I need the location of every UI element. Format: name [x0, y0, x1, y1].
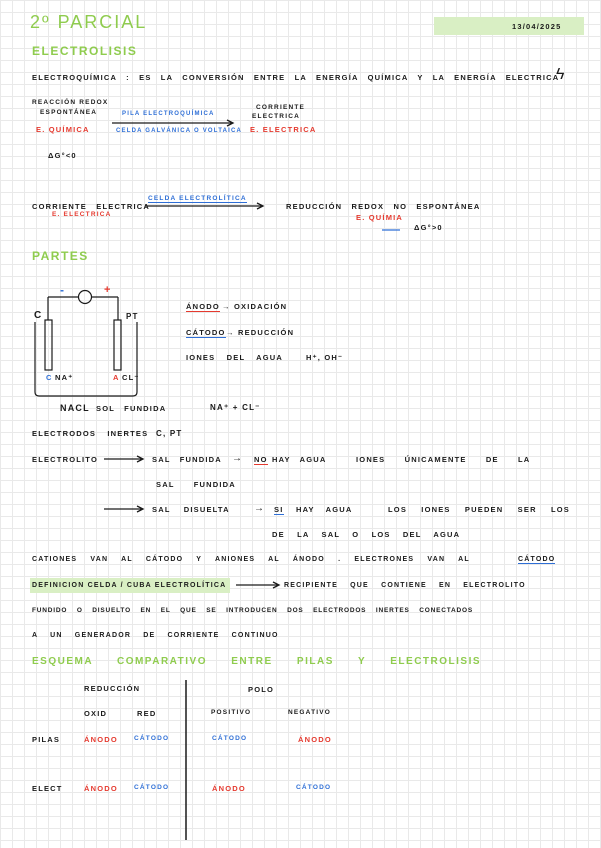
minus-sign: - — [60, 283, 66, 297]
e-electrica-label: E. ELECTRICA — [250, 125, 317, 134]
na-ion-label: NA⁺ — [55, 373, 74, 382]
reaction-label-2: ESPONTÁNEA — [40, 109, 98, 116]
row2-iones: LOS IONES PUEDEN SER LOS — [388, 505, 570, 514]
row1-arrow: → — [232, 453, 244, 464]
iones-agua-label: IONES DEL AGUA — [186, 353, 283, 362]
row2-si: SI — [274, 505, 284, 514]
celda-electrolitica-label: CELDA ELECTROLÍTICA — [148, 195, 247, 202]
definicion-line-2: FUNDIDO O DISUELTO EN EL QUE SE INTRODUCEN DOS ELECTRODOS INERTES CONECTADOS — [32, 607, 474, 614]
row1-sal-fundida-2: SAL FUNDIDA — [156, 480, 236, 489]
col-negativo: NEGATIVO — [288, 709, 332, 716]
col-group-reduccion: REDUCCIÓN — [84, 684, 141, 693]
reduccion-no-espontanea: REDUCCIÓN REDOX NO ESPONTÁNEA — [286, 202, 481, 211]
pilas-negativo: ÁNODO — [298, 735, 332, 744]
e-quimica-2-label: E. QUÍMIA — [356, 213, 404, 222]
row2-de-la-sal: DE LA SAL O LOS DEL AGUA — [272, 530, 461, 539]
electrodos-values: C, PT — [156, 429, 183, 438]
row-label-elect: ELECT — [32, 784, 63, 793]
cationes-line: CATIONES VAN AL CÁTODO Y ANIONES AL ÁNODO . ELECTRONES VAN AL — [32, 556, 470, 563]
iones-agua-values: H⁺, OH⁻ — [306, 353, 344, 362]
row1-hay-agua: HAY AGUA — [272, 455, 327, 464]
elect-red: CÁTODO — [134, 784, 170, 791]
plus-sign: + — [104, 284, 112, 296]
section-heading-partes: PARTES — [32, 249, 89, 263]
electrolito-label: ELECTROLITO — [32, 455, 98, 464]
row2-sal-disuelta: SAL DISUELTA — [152, 505, 230, 514]
row1-no: NO — [254, 455, 268, 464]
electrode-pt-label: PT — [126, 312, 139, 321]
page-title: 2º PARCIAL — [30, 12, 148, 32]
definicion-line-3: A UN GENERADOR DE CORRIENTE CONTINUO — [32, 632, 279, 639]
pilas-positivo: CÁTODO — [212, 735, 248, 742]
definicion-label: DEFINICION CELDA / CUBA ELECTROLÍTICA — [32, 582, 227, 589]
corriente-label-1: CORRIENTE — [256, 104, 306, 111]
nacl-label: NACL — [60, 403, 90, 413]
elect-negativo: CÁTODO — [296, 784, 332, 791]
lightning-icon: ϟ — [556, 66, 565, 83]
electrolito-arrows — [104, 456, 279, 588]
date: 13/04/2025 — [512, 22, 562, 31]
electrolysis-cell-diagram — [35, 291, 137, 397]
anodo-desc: → OXIDACIÓN — [222, 302, 288, 311]
definicion-rest: RECIPIENTE QUE CONTIENE EN ELECTROLITO — [284, 582, 526, 589]
catodo-term: CÁTODO — [186, 328, 226, 337]
elect-positivo: ÁNODO — [212, 784, 246, 793]
corriente-electrica-label: CORRIENTE ELECTRICA — [32, 202, 150, 211]
row2-hay-agua: HAY AGUA — [296, 505, 353, 514]
delta-g-positive: ΔG°>0 — [414, 223, 443, 232]
e-electrica-2-label: E. ELECTRICA — [52, 211, 112, 218]
row-label-pilas: PILAS — [32, 735, 61, 744]
sol-fundida-label: SOL FUNDIDA — [96, 404, 167, 413]
col-positivo: POSITIVO — [211, 709, 252, 716]
elect-oxid: ÁNODO — [84, 784, 118, 793]
row2-arrow: → — [254, 503, 266, 514]
reaction-label-1: REACCIÓN REDOX — [32, 99, 109, 106]
anode-a-mark: A — [113, 373, 120, 382]
col-group-polo: POLO — [248, 685, 275, 694]
section-heading-electrolisis: ELECTROLISIS — [32, 44, 138, 58]
col-red: RED — [137, 709, 157, 718]
e-quimica-label: E. QUÍMICA — [36, 125, 90, 134]
electrode-c-label: C — [34, 310, 43, 321]
nacl-ions: NA⁺ + CL⁻ — [210, 403, 261, 412]
pilas-red: CÁTODO — [134, 735, 170, 742]
arrow-label-bottom: CELDA GALVÁNICA O VOLTAICA — [116, 128, 243, 134]
section-heading-esquema: ESQUEMA COMPARATIVO ENTRE PILAS Y ELECTROLISIS — [32, 656, 482, 667]
col-oxid: OXID — [84, 709, 108, 718]
definition-text: ELECTROQUÍMICA : ES LA CONVERSIÓN ENTRE LA ENERGÍA QUÍMICA Y LA ENERGÍA ELECTRICA — [32, 73, 560, 82]
cathode-c-mark: C — [46, 373, 53, 382]
anodo-term: ÁNODO — [186, 302, 220, 311]
delta-g-negative: ΔG°<0 — [48, 151, 77, 160]
catodo-desc: → REDUCCIÓN — [226, 328, 295, 337]
corriente-label-2: ELECTRICA — [252, 113, 300, 120]
electrodos-label: ELECTRODOS INERTES — [32, 429, 149, 438]
pilas-oxid: ÁNODO — [84, 735, 118, 744]
row1-sal-fundida: SAL FUNDIDA — [152, 455, 222, 464]
row1-iones: IONES ÚNICAMENTE DE LA — [356, 455, 531, 464]
cl-ion-label: CL⁻ — [122, 373, 140, 382]
cationes-catodo: CÁTODO — [518, 556, 556, 563]
arrow-label-top: PILA ELECTROQUÍMICA — [122, 111, 215, 117]
